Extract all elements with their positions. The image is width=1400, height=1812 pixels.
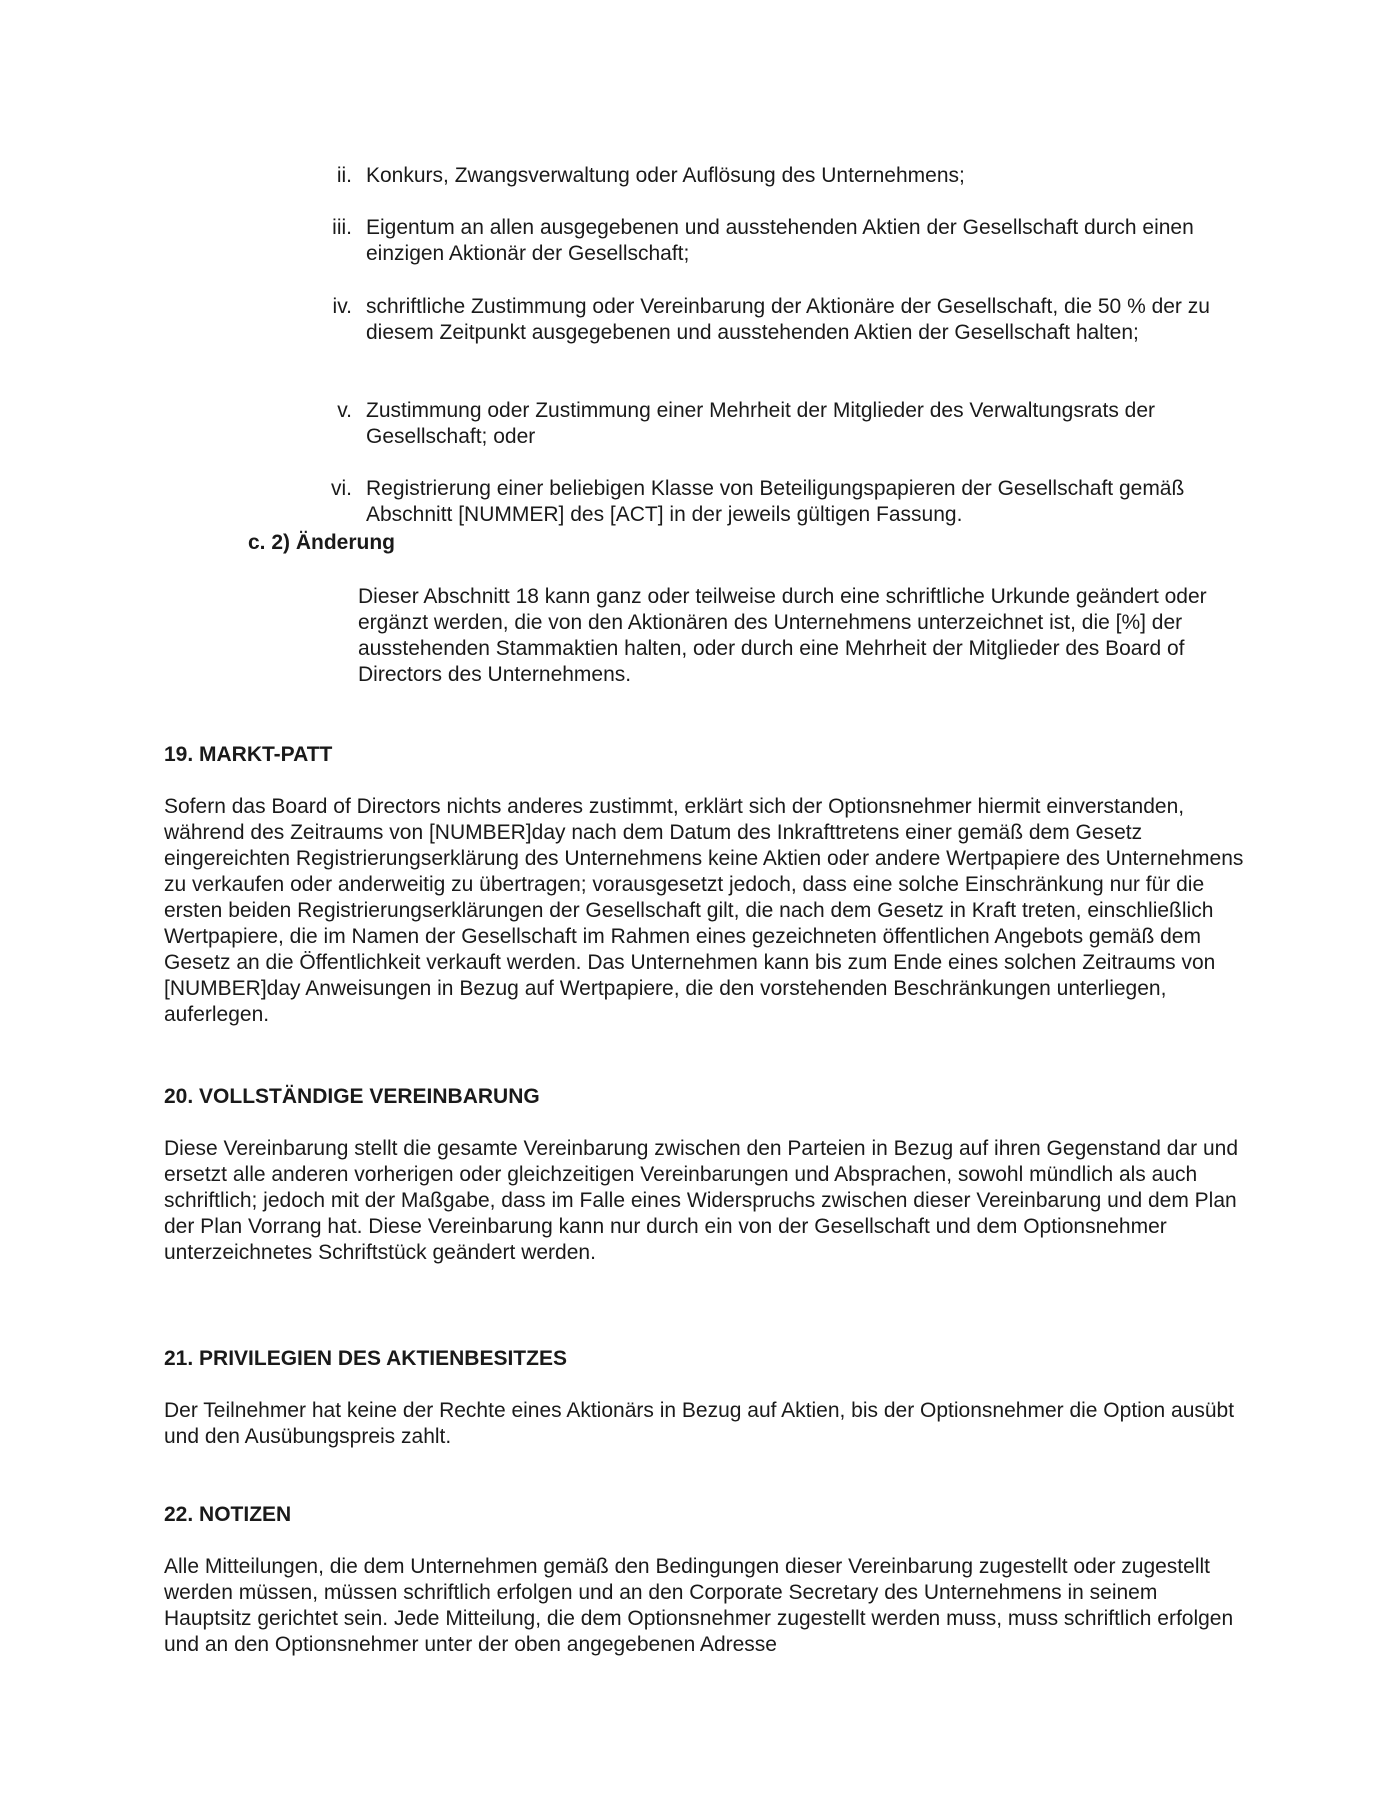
list-item-number: iv. (332, 295, 352, 318)
list-item-text: schriftliche Zustimmung oder Vereinbarung der Aktionäre der Gesellschaft, die 50 % der zu diesem Zeitpunkt ausgegebenen und ausstehenden Aktien der Gesellschaft halten; (366, 295, 1210, 344)
subsection-heading: c. 2) Änderung (248, 531, 396, 554)
section-heading: 21. PRIVILEGIEN DES AKTIENBESITZES (164, 1347, 567, 1370)
list-item-number: iii. (332, 216, 352, 239)
list-item-text: Zustimmung oder Zustimmung einer Mehrheit der Mitglieder des Verwaltungsrats der Gesellschaft; oder (366, 399, 1156, 448)
section-heading: 22. NOTIZEN (164, 1503, 292, 1526)
section-paragraph: Diese Vereinbarung stellt die gesamte Vereinbarung zwischen den Parteien in Bezug auf ihren Gegenstand dar und ersetzt alle anderen vorherigen oder gleichzeitigen Vereinbarungen und Absprachen, sowohl mündlich als auch schriftlich; jedoch mit der Maßgabe, dass im Falle eines Widerspruchs zwischen dieser Vereinbarung und dem Plan der Plan Vorrang hat. Diese Vereinbarung kann nur durch ein von der Gesellschaft und dem Optionsnehmer unterzeichnetes Schriftstück geändert werden. (164, 1137, 1239, 1264)
list-item-number: vi. (331, 477, 352, 500)
section-heading: 19. MARKT-PATT (164, 743, 333, 766)
list-item-text: Eigentum an allen ausgegebenen und ausstehenden Aktien der Gesellschaft durch einen einzigen Aktionär der Gesellschaft; (366, 216, 1194, 265)
section-paragraph: Sofern das Board of Directors nichts anderes zustimmt, erklärt sich der Optionsnehmer hiermit einverstanden, während des Zeitraums von [NUMBER]day nach dem Datum des Inkrafttretens einer gemäß dem Gesetz eingereichten Registrierungserklärung des Unternehmens keine Aktien oder andere Wertpapiere des Unternehmens zu verkaufen oder anderweitig zu übertragen; vorausgesetzt jedoch, dass eine solche Einschränkung nur für die ersten beiden Registrierungserklärungen der Gesellschaft gilt, die nach dem Gesetz in Kraft treten, einschließlich Wertpapiere, die im Namen der Gesellschaft im Rahmen eines gezeichneten öffentlichen Angebots gemäß dem Gesetz an die Öffentlichkeit verkauft werden. Das Unternehmen kann bis zum Ende eines solchen Zeitraums von [NUMBER]day Anweisungen in Bezug auf Wertpapiere, die den vorstehenden Beschränkungen unterliegen, auferlegen. (164, 795, 1244, 1026)
section-paragraph: Der Teilnehmer hat keine der Rechte eines Aktionärs in Bezug auf Aktien, bis der Optionsnehmer die Option ausübt und den Ausübungspreis zahlt. (164, 1399, 1235, 1448)
section-heading: 20. VOLLSTÄNDIGE VEREINBARUNG (164, 1085, 540, 1108)
list-item-text: Konkurs, Zwangsverwaltung oder Auflösung des Unternehmens; (366, 164, 965, 187)
list-item-number: ii. (336, 164, 352, 187)
section-paragraph: Alle Mitteilungen, die dem Unternehmen gemäß den Bedingungen dieser Vereinbarung zugestellt oder zugestellt werden müssen, müssen schriftlich erfolgen und an den Corporate Secretary des Unternehmens in seinem Hauptsitz gerichtet sein. Jede Mitteilung, die dem Optionsnehmer zugestellt werden muss, muss schriftlich erfolgen und an den Optionsnehmer unter der oben angegebenen Adresse (164, 1555, 1234, 1656)
list-item-text: Registrierung einer beliebigen Klasse von Beteiligungspapieren der Gesellschaft gemäß Abschnitt [NUMMER] des [ACT] in der jeweils gültigen Fassung. (366, 477, 1185, 526)
list-item-number: v. (337, 399, 352, 422)
subsection-paragraph: Dieser Abschnitt 18 kann ganz oder teilweise durch eine schriftliche Urkunde geändert oder ergänzt werden, die von den Aktionären des Unternehmens unterzeichnet ist, die [%] der ausstehenden Stammaktien halten, oder durch eine Mehrheit der Mitglieder des Board of Directors des Unternehmens. (358, 585, 1207, 686)
